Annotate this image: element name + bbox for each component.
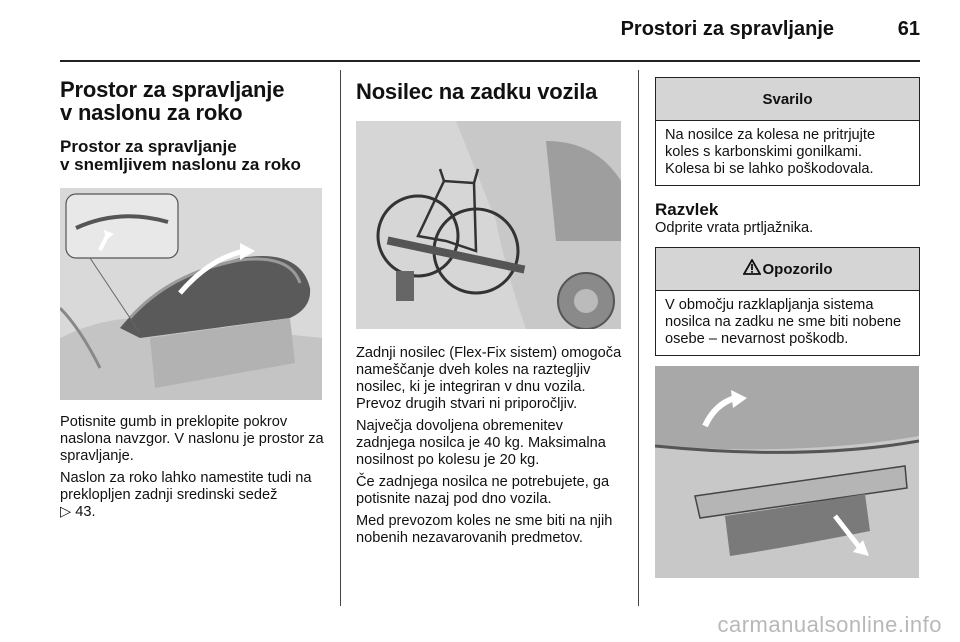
warning-text: V območju razklapljanja sistema nosilca na zadku ne sme biti nobene osebe – nevarnost poškodb. bbox=[665, 297, 902, 347]
header-rule bbox=[60, 60, 920, 62]
warning-triangle-icon bbox=[743, 259, 761, 279]
page-reference: 43. bbox=[75, 504, 96, 520]
subheading-removable-armrest: Prostor za spravljanje v snemljivem naslonu za roko bbox=[60, 137, 301, 174]
caution-box bbox=[655, 77, 920, 186]
arrow-reference-icon: ▷ bbox=[60, 504, 72, 520]
column-divider-2 bbox=[638, 70, 639, 606]
carrier-paragraph-4: Med prevozom koles ne sme biti na njih nobenih nezavarovanih predmetov. bbox=[356, 513, 613, 546]
caution-title: Svarilo bbox=[656, 78, 919, 121]
armrest-paragraph-2-text: Naslon za roko lahko namestite tudi na preklopljen zadnji sredinski sedež bbox=[60, 470, 312, 503]
armrest-illustration bbox=[60, 188, 322, 400]
column-left bbox=[60, 70, 325, 521]
caution-text: Na nosilce za kolesa ne pritrjujte koles s karbonskimi gonilkami. Kolesa bi se lahko poškodovala. bbox=[665, 127, 876, 177]
column-divider-1 bbox=[340, 70, 341, 606]
armrest-paragraph-1: Potisnite gumb in preklopite pokrov naslona navzgor. V naslonu je prostor za spravljanje. bbox=[60, 414, 324, 464]
bike-carrier-illustration bbox=[356, 121, 621, 329]
column-middle bbox=[356, 70, 622, 547]
page-number: 61 bbox=[897, 18, 920, 40]
extend-paragraph: Odprite vrata prtljažnika. bbox=[655, 220, 814, 236]
warning-title: Opozorilo bbox=[762, 260, 833, 278]
page-header bbox=[60, 14, 920, 48]
page-title: Prostori za spravljanje bbox=[620, 18, 834, 40]
warning-header bbox=[656, 248, 919, 291]
carrier-paragraph-1: Zadnji nosilec (Flex-Fix sistem) omogoča nameščanje dveh koles na raztegljiv nosilec, ki je integriran v dnu vozila. Prevoz drugih stvari ni priporočljiv. bbox=[356, 345, 622, 412]
carrier-paragraph-3: Če zadnjega nosilca ne potrebujete, ga potisnite nazaj pod dno vozila. bbox=[356, 474, 610, 507]
section-heading-extend: Razvlek bbox=[655, 200, 719, 219]
armrest-paragraph-2 bbox=[60, 470, 325, 521]
column-right bbox=[655, 70, 920, 578]
section-heading-rear-carrier: Nosilec na zadku vozila bbox=[356, 79, 598, 104]
warning-box bbox=[655, 247, 920, 356]
carrier-paragraph-2: Največja dovoljena obremenitev zadnjega nosilca je 40 kg. Maksimalna nosilnost po kolesu je 20 kg. bbox=[356, 418, 606, 468]
carrier-extend-illustration bbox=[655, 366, 919, 578]
watermark: carmanualsonline.info bbox=[717, 612, 942, 637]
section-heading-armrest: Prostor za spravljanje v naslonu za roko bbox=[60, 77, 285, 125]
